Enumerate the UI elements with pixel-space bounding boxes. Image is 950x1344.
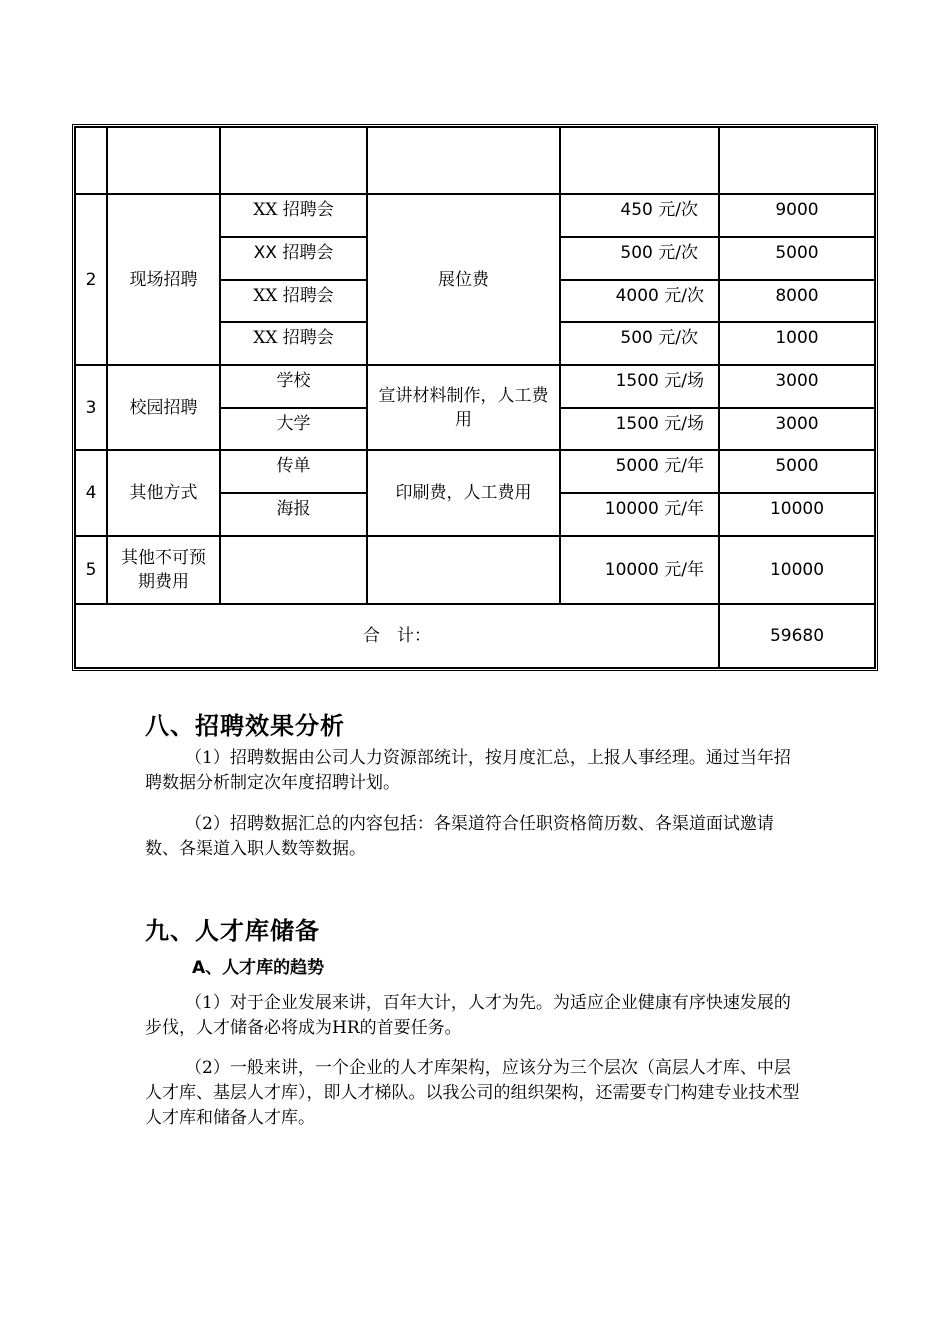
subtotal: 5000: [719, 237, 875, 280]
row-number: 5: [75, 536, 107, 604]
unit-price: 450 元/次: [560, 194, 719, 237]
sub-channel: XX 招聘会: [220, 322, 367, 365]
sub-channel: XX 招聘会: [220, 194, 367, 237]
subtotal: 3000: [719, 408, 875, 450]
total-label: 合 计：: [75, 604, 719, 668]
total-value: 59680: [719, 604, 875, 668]
channel-name: 其他不可预期费用: [107, 536, 220, 604]
section-8-title: 八、招聘效果分析: [145, 712, 345, 740]
section-8-paragraph-1: （1）招聘数据由公司人力资源部统计，按月度汇总，上报人事经理。通过当年招聘数据分析制定次年度招聘计划。: [145, 748, 791, 793]
unit-price: 500 元/次: [560, 322, 719, 365]
unit-price: 5000 元/年: [560, 450, 719, 493]
subtotal: 8000: [719, 280, 875, 322]
unit-price: 10000 元/年: [560, 536, 719, 604]
table-header-cell: [719, 127, 875, 194]
sub-channel: 大学: [220, 408, 367, 450]
sub-channel: 学校: [220, 365, 367, 408]
subtotal: 10000: [719, 536, 875, 604]
unit-price: 1500 元/场: [560, 408, 719, 450]
unit-price: 4000 元/次: [560, 280, 719, 322]
section-9-title: 九、人才库储备: [145, 917, 320, 945]
table-header-cell: [560, 127, 719, 194]
section-9-paragraph-1: （1）对于企业发展来讲，百年大计，人才为先。为适应企业健康有序快速发展的步伐，人才储备必将成为HR的首要任务。: [145, 993, 791, 1038]
row-number: 2: [75, 194, 107, 365]
sub-channel: [220, 536, 367, 604]
cost-item: 展位费: [367, 194, 560, 365]
subtotal: 9000: [719, 194, 875, 237]
cost-item: 宣讲材料制作，人工费用: [367, 365, 560, 450]
cost-item: [367, 536, 560, 604]
section-9-subtitle: A、人才库的趋势: [192, 958, 325, 978]
table-header-cell: [367, 127, 560, 194]
channel-name: 其他方式: [107, 450, 220, 536]
budget-table: [72, 124, 878, 671]
sub-channel: 海报: [220, 493, 367, 536]
table-header-cell: [75, 127, 107, 194]
subtotal: 10000: [719, 493, 875, 536]
unit-price: 10000 元/年: [560, 493, 719, 536]
channel-name: 现场招聘: [107, 194, 220, 365]
unit-price: 1500 元/场: [560, 365, 719, 408]
sub-channel: 传单: [220, 450, 367, 493]
unit-price: 500 元/次: [560, 237, 719, 280]
subtotal: 1000: [719, 322, 875, 365]
section-9-paragraph-2: （2）一般来讲，一个企业的人才库架构，应该分为三个层次（高层人才库、中层人才库、基层人才库），即人才梯队。以我公司的组织架构，还需要专门构建专业技术型人才库和储备人才库。: [145, 1058, 800, 1128]
section-8-paragraph-2: （2）招聘数据汇总的内容包括：各渠道符合任职资格简历数、各渠道面试邀请数、各渠道入职人数等数据。: [145, 814, 774, 859]
sub-channel: XX 招聘会: [220, 237, 367, 280]
table-header-cell: [107, 127, 220, 194]
channel-name: 校园招聘: [107, 365, 220, 450]
subtotal: 3000: [719, 365, 875, 408]
cost-item: 印刷费，人工费用: [367, 450, 560, 536]
subtotal: 5000: [719, 450, 875, 493]
row-number: 3: [75, 365, 107, 450]
sub-channel: XX 招聘会: [220, 280, 367, 322]
row-number: 4: [75, 450, 107, 536]
table-header-cell: [220, 127, 367, 194]
